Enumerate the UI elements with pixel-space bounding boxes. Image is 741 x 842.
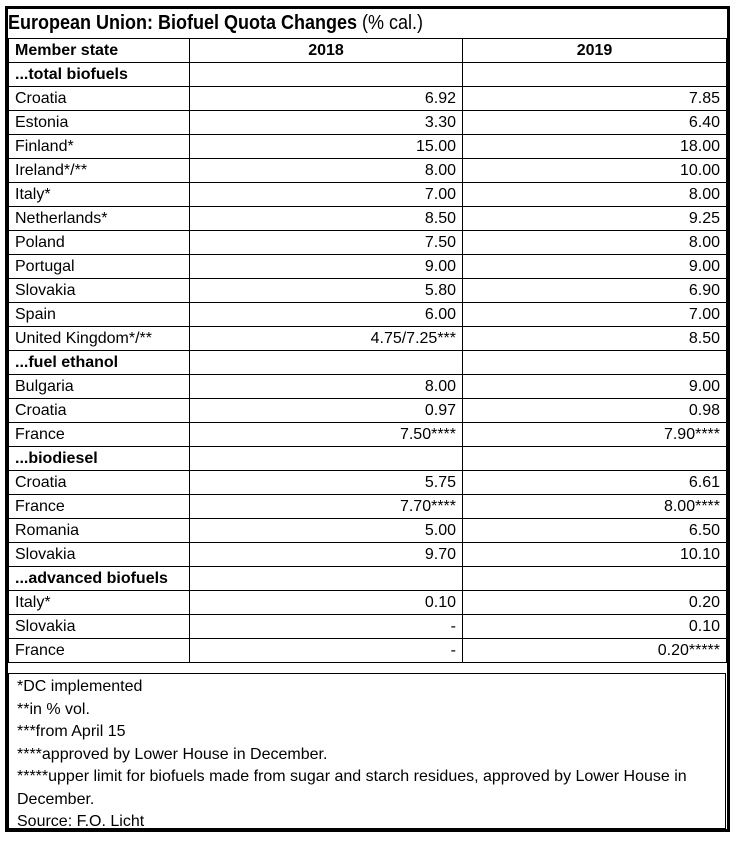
section-empty-cell: [190, 351, 463, 375]
section-row: [9, 567, 727, 591]
member-state-cell: United Kingdom*/**: [9, 327, 190, 351]
header-2019: 2019: [463, 39, 727, 63]
table-row: [9, 375, 727, 399]
member-state-cell: Croatia: [9, 399, 190, 423]
value-2018-cell: 15.00: [190, 135, 463, 159]
value-2018-cell: 0.10: [190, 591, 463, 615]
value-2018-cell: 4.75/7.25***: [190, 327, 463, 351]
value-2018-cell: 7.70****: [190, 495, 463, 519]
section-empty-cell: [190, 63, 463, 87]
table-row: [9, 87, 727, 111]
value-2019-cell: 8.00: [463, 183, 727, 207]
section-label: ...biodiesel: [9, 447, 190, 471]
footnote: ****approved by Lower House in December.: [17, 745, 328, 763]
value-2019-cell: 0.10: [463, 615, 727, 639]
value-2019-cell: 10.10: [463, 543, 727, 567]
member-state-cell: Bulgaria: [9, 375, 190, 399]
table-row: [9, 183, 727, 207]
table-row: [9, 423, 727, 447]
member-state-cell: Poland: [9, 231, 190, 255]
footnote: Source: F.O. Licht: [17, 813, 145, 830]
value-2019-cell: 6.50: [463, 519, 727, 543]
value-2018-cell: 6.00: [190, 303, 463, 327]
value-2018-cell: 9.70: [190, 543, 463, 567]
table-row: [9, 327, 727, 351]
table-row: [9, 231, 727, 255]
value-2019-cell: 9.00: [463, 255, 727, 279]
header-member-state: Member state: [9, 39, 190, 63]
member-state-cell: Estonia: [9, 111, 190, 135]
value-2019-cell: 7.90****: [463, 423, 727, 447]
value-2019-cell: 6.40: [463, 111, 727, 135]
section-empty-cell: [463, 63, 727, 87]
table-row: [9, 159, 727, 183]
table-row: [9, 639, 727, 663]
value-2019-cell: 6.90: [463, 279, 727, 303]
table-row: [9, 543, 727, 567]
value-2018-cell: 5.80: [190, 279, 463, 303]
header-row: [9, 39, 727, 63]
quota-table: [8, 38, 727, 663]
footnote: ***from April 15: [17, 723, 126, 740]
member-state-cell: Ireland*/**: [9, 159, 190, 183]
value-2019-cell: 10.00: [463, 159, 727, 183]
value-2019-cell: 8.00****: [463, 495, 727, 519]
member-state-cell: France: [9, 495, 190, 519]
table-row: [9, 471, 727, 495]
section-row: [9, 447, 727, 471]
table-row: [9, 591, 727, 615]
value-2018-cell: -: [190, 639, 463, 663]
value-2018-cell: 5.75: [190, 471, 463, 495]
table-row: [9, 303, 727, 327]
member-state-cell: Italy*: [9, 183, 190, 207]
value-2018-cell: 8.50: [190, 207, 463, 231]
section-label: ...fuel ethanol: [9, 351, 190, 375]
title-main: European Union: Biofuel Quota Changes: [8, 12, 358, 34]
value-2019-cell: 0.20: [463, 591, 727, 615]
member-state-cell: Netherlands*: [9, 207, 190, 231]
footnote: **in % vol.: [17, 700, 90, 718]
member-state-cell: Croatia: [9, 87, 190, 111]
table-row: [9, 255, 727, 279]
value-2018-cell: 3.30: [190, 111, 463, 135]
value-2019-cell: 18.00: [463, 135, 727, 159]
quota-table-body: [9, 39, 727, 663]
member-state-cell: Portugal: [9, 255, 190, 279]
section-empty-cell: [463, 447, 727, 471]
member-state-cell: Slovakia: [9, 279, 190, 303]
member-state-cell: Spain: [9, 303, 190, 327]
value-2019-cell: 8.50: [463, 327, 727, 351]
value-2019-cell: 6.61: [463, 471, 727, 495]
value-2019-cell: 0.98: [463, 399, 727, 423]
title-unit: (% cal.): [362, 12, 424, 34]
table-row: [9, 399, 727, 423]
value-2018-cell: 7.00: [190, 183, 463, 207]
table-row: [9, 615, 727, 639]
footnote: *DC implemented: [17, 678, 143, 695]
member-state-cell: France: [9, 639, 190, 663]
table-title: [8, 8, 423, 38]
value-2018-cell: 5.00: [190, 519, 463, 543]
value-2018-cell: 8.00: [190, 159, 463, 183]
footnote: *****upper limit for biofuels made from sugar and starch residues, approved by Lower House in December.: [17, 768, 687, 808]
value-2019-cell: 8.00: [463, 231, 727, 255]
member-state-cell: Slovakia: [9, 615, 190, 639]
section-empty-cell: [190, 567, 463, 591]
value-2018-cell: -: [190, 615, 463, 639]
member-state-cell: Croatia: [9, 471, 190, 495]
section-empty-cell: [463, 351, 727, 375]
member-state-cell: Slovakia: [9, 543, 190, 567]
value-2019-cell: 9.25: [463, 207, 727, 231]
table-row: [9, 207, 727, 231]
section-row: [9, 63, 727, 87]
value-2018-cell: 8.00: [190, 375, 463, 399]
value-2018-cell: 6.92: [190, 87, 463, 111]
value-2019-cell: 7.00: [463, 303, 727, 327]
value-2018-cell: 9.00: [190, 255, 463, 279]
section-row: [9, 351, 727, 375]
table-row: [9, 111, 727, 135]
table-row: [9, 135, 727, 159]
member-state-cell: Finland*: [9, 135, 190, 159]
value-2019-cell: 7.85: [463, 87, 727, 111]
table-row: [9, 519, 727, 543]
member-state-cell: France: [9, 423, 190, 447]
value-2018-cell: 7.50****: [190, 423, 463, 447]
section-empty-cell: [190, 447, 463, 471]
table-row: [9, 279, 727, 303]
section-label: ...advanced biofuels: [9, 567, 190, 591]
member-state-cell: Italy*: [9, 591, 190, 615]
value-2019-cell: 9.00: [463, 375, 727, 399]
header-2018: 2018: [190, 39, 463, 63]
footnotes: [8, 673, 726, 829]
value-2018-cell: 0.97: [190, 399, 463, 423]
section-label: ...total biofuels: [9, 63, 190, 87]
table-row: [9, 495, 727, 519]
section-empty-cell: [463, 567, 727, 591]
value-2018-cell: 7.50: [190, 231, 463, 255]
value-2019-cell: 0.20*****: [463, 639, 727, 663]
member-state-cell: Romania: [9, 519, 190, 543]
